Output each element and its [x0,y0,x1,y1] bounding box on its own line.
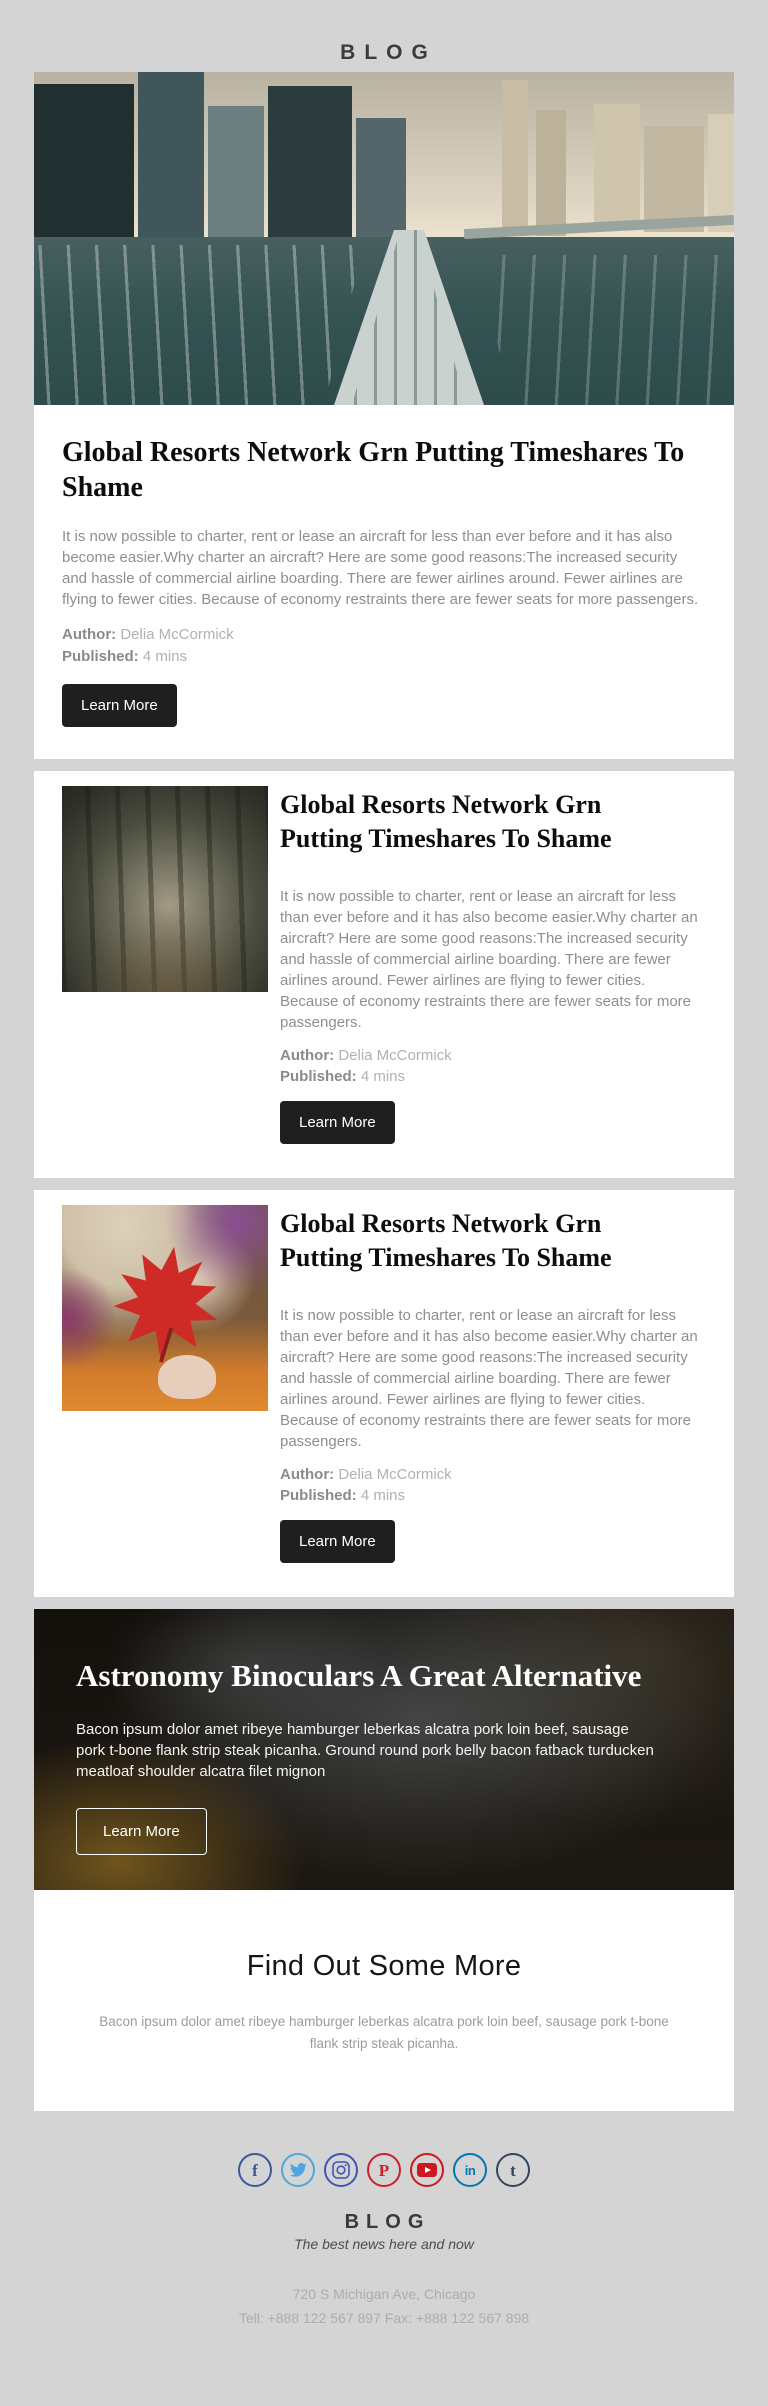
building-shape [138,72,204,258]
card-content [280,1205,706,1563]
tumblr-glyph: t [510,2160,516,2180]
youtube-badge-glyph [417,2163,437,2177]
footer-contact: Tell: +888 122 567 897 Fax: +888 122 567 898 [238,2310,530,2326]
author-name: Delia McCormick [338,1466,452,1483]
astronomy-banner-section [34,1609,734,1890]
hand-shape [158,1355,216,1399]
building-shape [34,84,134,252]
twitter-icon[interactable] [281,2153,315,2187]
learn-more-button[interactable]: Learn More [280,1101,395,1144]
card-content [280,786,706,1144]
traffic-lanes-shape [475,255,734,405]
blog-logo: BLOG [340,41,437,64]
author-label: Author: [62,626,117,643]
learn-more-outline-button[interactable]: Learn More [76,1808,207,1855]
published-value: 4 mins [360,1487,406,1504]
page-header [0,0,768,72]
published-value: 4 mins [142,648,188,665]
published-label: Published: [62,648,139,665]
building-shape [502,80,528,230]
published-value: 4 mins [360,1068,406,1085]
girl-with-leaf-image [62,1205,268,1411]
section-body: Bacon ipsum dolor amet ribeye hamburger leberkas alcatra pork loin beef, sausage pork t-bone flank strip steak picanha. [99,2014,669,2051]
section-title: Find Out Some More [246,1950,522,1982]
banner-body: Bacon ipsum dolor amet ribeye hamburger leberkas alcatra pork loin beef, sausage pork t-bone flank strip steak picanha. Ground round pork belly bacon fatback turducken meatloaf shoulder alcatra filet mignon [76,1721,654,1780]
main-article-section [34,72,734,759]
published-row [280,1066,706,1087]
youtube-icon[interactable] [410,2153,444,2187]
author-name: Delia McCormick [120,626,234,643]
article-meta [280,1045,706,1087]
facebook-glyph: f [252,2160,258,2180]
building-shape [594,104,640,230]
building-shape [268,86,352,256]
forest-floor-shape [62,899,268,992]
article-card-girl [34,1190,734,1597]
published-row [280,1485,706,1506]
hero-city-image [34,72,734,405]
forest-image [62,786,268,992]
linkedin-glyph: in [464,2162,476,2178]
footer-blog-logo: BLOG [344,2211,431,2233]
published-row [62,646,706,668]
tumblr-icon[interactable] [496,2153,530,2187]
twitter-bird-glyph [289,2161,307,2179]
footer-tagline: The best news here and now [294,2236,474,2252]
learn-more-button[interactable]: Learn More [280,1520,395,1563]
traffic-lanes-shape [34,245,364,405]
pinterest-icon[interactable] [367,2153,401,2187]
building-shape [208,106,264,258]
article-meta [62,624,706,668]
author-name: Delia McCormick [338,1047,452,1064]
author-label: Author: [280,1047,335,1064]
article-title: Global Resorts Network Grn Putting Timeshares To Shame [280,790,612,853]
instagram-camera-glyph [332,2161,350,2179]
author-row [280,1464,706,1485]
article-body: It is now possible to charter, rent or lease an aircraft for less than ever before and it has also become easier.Why charter an aircraft? Here are some good reasons:The increased security and hassle of commercial airline boarding. There are fewer airlines around. Fewer airlines are flying to fewer cities. Because of economy restraints there are fewer seats for more passengers. [280,1307,698,1450]
published-label: Published: [280,1068,357,1085]
author-label: Author: [280,1466,335,1483]
article-meta [280,1464,706,1506]
author-row [280,1045,706,1066]
find-out-section [34,1890,734,2111]
article-body: It is now possible to charter, rent or lease an aircraft for less than ever before and it has also become easier.Why charter an aircraft? Here are some good reasons:The increased security and hassle of commercial airline boarding. There are fewer airlines around. Fewer airlines are flying to fewer cities. Because of economy restraints there are fewer seats for more passengers. [280,888,698,1031]
instagram-icon[interactable] [324,2153,358,2187]
red-maple-leaf-shape [93,1232,237,1376]
published-label: Published: [280,1487,357,1504]
pinterest-glyph: P [378,2160,390,2180]
page-footer [0,2111,768,2370]
content-column [34,72,734,2111]
learn-more-button[interactable]: Learn More [62,684,177,727]
article-title: Global Resorts Network Grn Putting Timeshares To Shame [280,1209,612,1272]
article-card-forest [34,771,734,1178]
article-body: It is now possible to charter, rent or lease an aircraft for less than ever before and it has also become easier.Why charter an aircraft? Here are some good reasons:The increased security and hassle of commercial airline boarding. There are fewer airlines around. Fewer airlines are flying to fewer cities. Because of economy restraints there are fewer seats for more passengers. [62,528,699,608]
social-icons-row [0,2153,768,2187]
main-article-content [34,405,734,759]
author-row [62,624,706,646]
linkedin-icon[interactable] [453,2153,487,2187]
footer-address: 720 S Michigan Ave, Chicago [292,2286,476,2302]
facebook-icon[interactable] [238,2153,272,2187]
banner-title: Astronomy Binoculars A Great Alternative [76,1658,642,1693]
building-shape [536,110,566,236]
article-title: Global Resorts Network Grn Putting Timeshares To Shame [62,437,685,503]
